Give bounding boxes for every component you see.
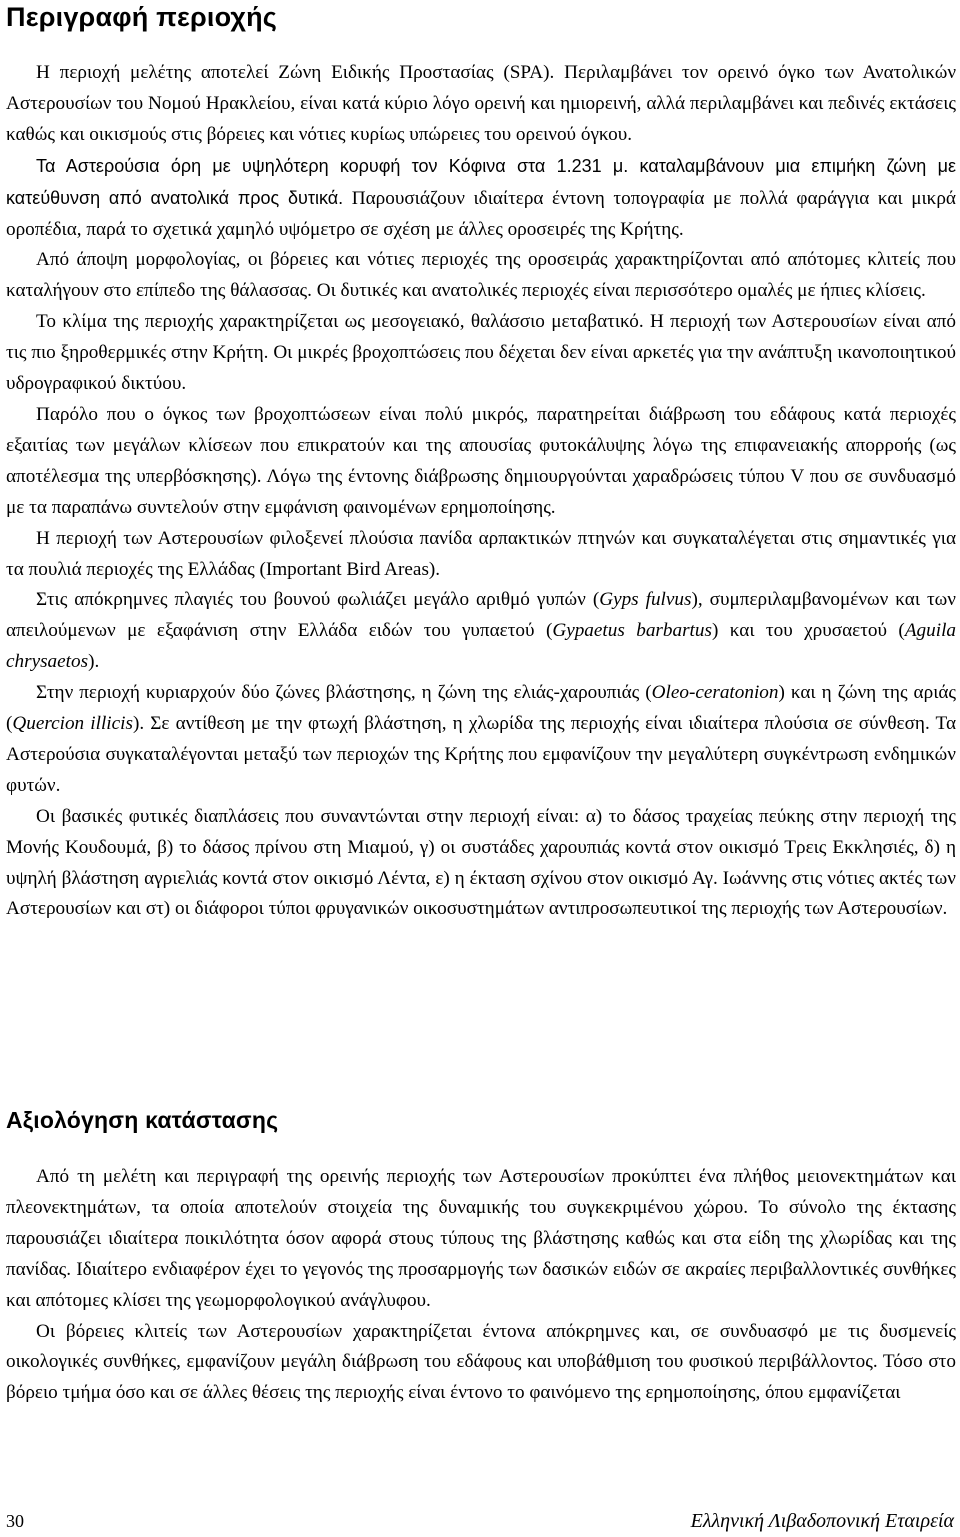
page-title: Περιγραφή περιοχής: [6, 2, 278, 32]
paragraph-assessment-overview: Από τη μελέτη και περιγραφή της ορεινής περιοχής των Αστερουσίων προκύπτει ένα πλήθος μειονεκτημάτων και πλεονεκτημάτων, τα οποία αποτελούν στοιχεία της δυναμικής του συγκεκριμένου χώρου. Το σύνολο της έκτασης παρουσιάζει ιδιαίτερα ποικιλότητα όσον αφορά στους τύπους της βλάστησης καθώς και στα είδη της χλωρίδας και της πανίδας. Ιδιαίτερο ενδιαφέρον έχει το γεγονός της προσαρμογής των δασικών ειδών σε ακραίες περιβαλλοντικές συνθήκες και απότομες κλίσει της γεωμορφολογικού ανάγλυφου.: [6, 1166, 956, 1311]
species-name: Aguila chrysaetos: [6, 620, 956, 673]
paragraph-study-area: Η περιοχή μελέτης αποτελεί Ζώνη Ειδικής Προστασίας (SPA). Περιλαμβάνει τον ορεινό όγκο των Ανατολικών Αστερουσίων του Νομού Ηρακλείου, είναι κατά κύριο λόγο ορεινή και ημιορεινή, αλλά περιλαμβάνει και πεδινές εκτάσεις καθώς και οικισμούς στις βόρειες και νότιες κυρίως υπώρειες του ορεινού όγκου.: [6, 62, 956, 145]
paragraph-climate: Το κλίμα της περιοχής χαρακτηρίζεται ως μεσογειακό, θαλάσσιο μεταβατικό. Η περιοχή των Αστερουσίων είναι από τις πιο ξηροθερμικές στην Κρήτη. Οι μικρές βροχοπτώσεις που δέχεται δεν είναι αρκετές για την ανάπτυξη ικανοποιητικού υδρογραφικού δικτύου.: [6, 311, 956, 395]
text-run: Στην περιοχή κυριαρχούν δύο ζώνες βλάστησης, η ζώνη της ελιάς-χαρουπιάς (: [36, 682, 652, 704]
text-run: Στις απόκρημνες πλαγιές του βουνού φωλιάζει μεγάλο αριθμό γυπών (: [36, 589, 600, 611]
paragraph-morphology: Από άποψη μορφολογίας, οι βόρειες και νότιες περιοχές της οροσειράς χαρακτηρίζονται από απότομες κλιτείς που καταλήγουν στο επίπεδο της θάλασσας. Οι δυτικές και ανατολικές περιοχές είναι περισσότερο ομαλές με ήπιες κλίσεις.: [6, 249, 956, 302]
paragraph-vegetation-zones: [6, 678, 956, 802]
area-description-section: [6, 58, 956, 925]
section-heading-assessment: Αξιολόγηση κατάστασης: [6, 1107, 279, 1133]
vegetation-zone-name: Quercion illicis: [12, 713, 133, 735]
paragraph-erosion: Παρόλο που ο όγκος των βροχοπτώσεων είναι πολύ μικρός, παρατηρείται διάβρωση του εδάφους κατά περιοχές εξαιτίας των μεγάλων κλίσεων που επικρατούν και της απουσίας φυτοκάλυψης λόγω της επιφανειακής απορροής (ως αποτέλεσμα της υπερβόσκησης). Λόγω της έντονης διάβρωσης δημιουργούνται χαραδρώσεις τύπου V που σε συνδυασμό με τα παραπάνω συντελούν στην εμφάνιση φαινομένων ερημοποίησης.: [6, 403, 956, 518]
species-name: Gypaetus barbartus: [552, 620, 712, 642]
topography-text: Παρουσιάζουν ιδιαίτερα έντονη τοπογραφία με πολλά φαράγγια και μικρά οροπέδια, παρά το σχετικά χαμηλό υψόμετρο σε σχέση με άλλες οροσειρές της Κρήτης.: [6, 187, 956, 240]
footer-organization: Ελληνική Λιβαδοπονική Εταιρεία: [690, 1510, 954, 1532]
assessment-section: [6, 1162, 956, 1409]
paragraph-vultures: [6, 585, 956, 678]
text-run: ) και η ζώνη της αριάς (: [6, 682, 957, 735]
species-name: Gyps fulvus: [599, 589, 692, 611]
paragraph-mountains: [6, 151, 956, 246]
mountains-intro-text: Τα Αστερούσια όρη με υψηλότερη κορυφή τον Κόφινα στα 1.231 μ. καταλαμβάνουν μια επιμήκη ζώνη με κατεύθυνση από ανατολικά προς δυτικά.: [6, 155, 956, 208]
text-run: ).: [88, 651, 100, 673]
text-run: ) και του χρυσαετού (: [711, 620, 905, 642]
paragraph-northern-slopes: Οι βόρειες κλιτείς των Αστερουσίων χαρακτηρίζεται έντονα απόκρημνες και, σε συνδυασφό με τις δυσμενείς οικολογικές συνθήκες, εμφανίζουν μεγάλη διάβρωση του εδάφους και υποβάθμιση του φυσικού περιβάλλοντος. Τόσο στο βόρειο τμήμα όσο και σε άλλες θέσεις της περιοχής είναι έντονο το φαινόμενο της ερημοποίησης, όπου εμφανίζεται: [6, 1320, 956, 1404]
text-run: ), συμπεριλαμβανομένων και των απειλούμενων με εξαφάνιση στην Ελλάδα ειδών του γυπαετού (: [6, 589, 956, 642]
paragraph-plant-formations: Οι βασικές φυτικές διαπλάσεις που συναντώνται στην περιοχή είναι: α) το δάσος τραχείας πεύκης στην περιοχή της Μονής Κουδουμά, β) το δάσος πρίνου στη Μιαμού, γ) οι συστάδες χαρουπιάς κοντά στον οικισμό Τρεις Εκκλησιές, δ) η υψηλή βλάστηση αγριελιάς κοντά στον οικισμό Λέντα, ε) η έκταση σχίνου στον οικισμό Αγ. Ιωάννης στις νότιες ακτές των Αστερουσίων και στ) οι διάφοροι τύποι φρυγανικών οικοσυστημάτων αντιπροσωπευτικοί της περιοχής των Αστερουσίων.: [6, 805, 956, 920]
text-run: ). Σε αντίθεση με την φτωχή βλάστηση, η χλωρίδα της περιοχής είναι ιδιαίτερα πλούσια σε σύνθεση. Τα Αστερούσια συγκαταλέγονται μεταξύ των περιοχών της Κρήτης που εμφανίζουν την μεγαλύτερη συγκέντρωση ενδημικών φυτών.: [6, 713, 956, 796]
paragraph-fauna: Η περιοχή των Αστερουσίων φιλοξενεί πλούσια πανίδα αρπακτικών πτηνών και συγκαταλέγεται στις σημαντικές για τα πουλιά περιοχές της Ελλάδας (Important Bird Areas).: [6, 527, 956, 580]
page-number: 30: [6, 1511, 24, 1531]
vegetation-zone-name: Oleo-ceratonion: [651, 682, 779, 704]
